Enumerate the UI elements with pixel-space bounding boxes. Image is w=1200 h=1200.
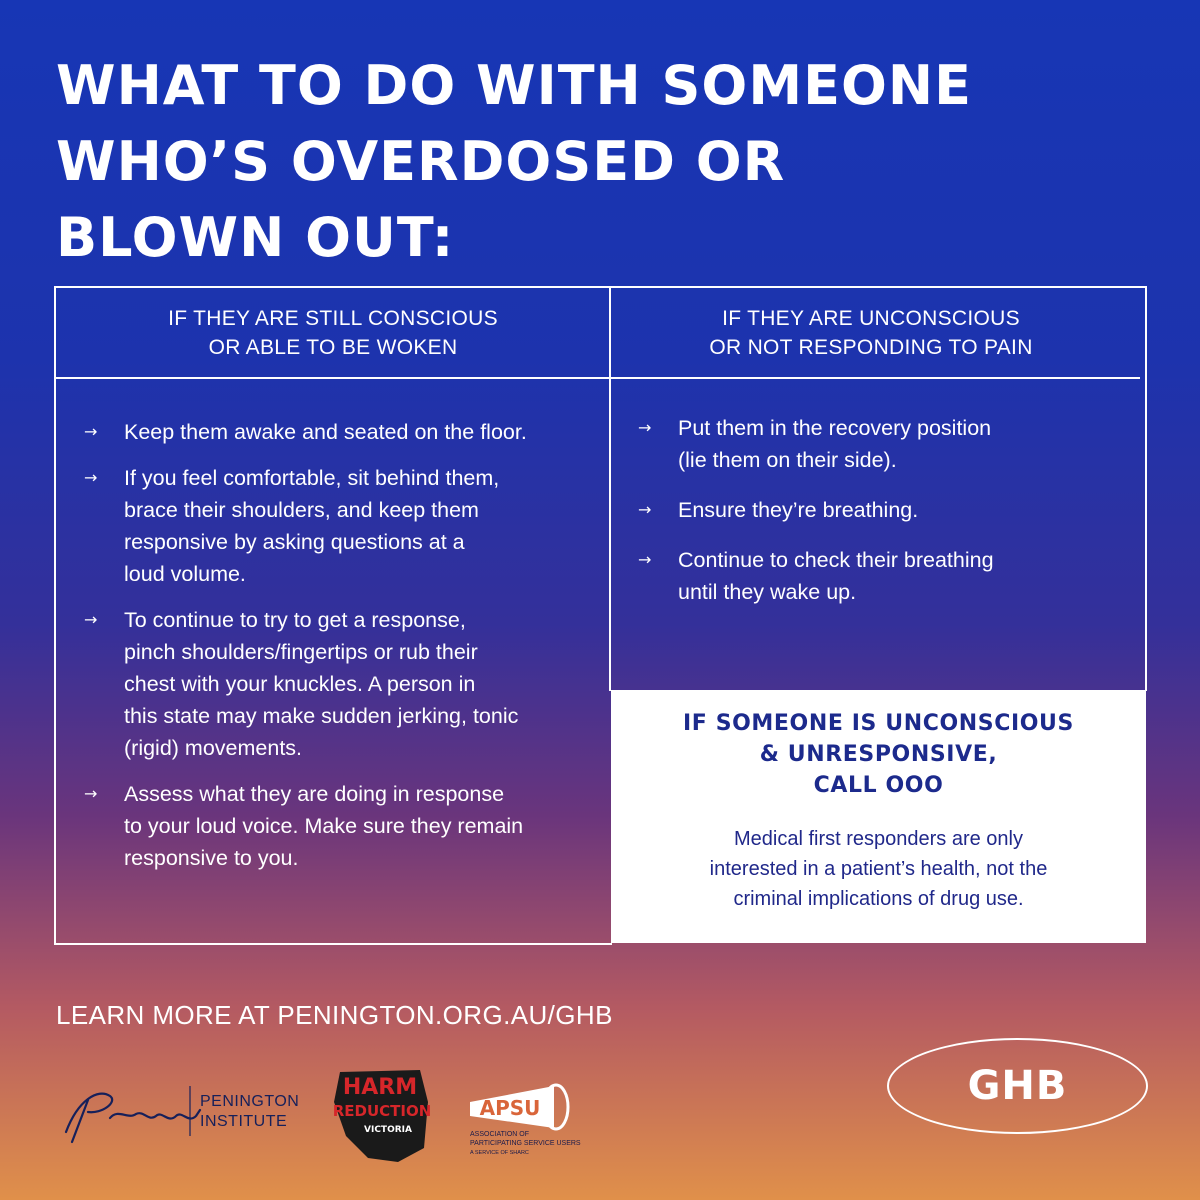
callout-title — [611, 708, 1146, 801]
header-line: OR NOT RESPONDING TO PAIN — [709, 336, 1033, 359]
item-line: responsive by asking questions at a — [124, 530, 465, 554]
svg-text:VICTORIA: VICTORIA — [364, 1125, 412, 1135]
apsu-logo — [462, 1076, 582, 1160]
item-line: (lie them on their side). — [678, 448, 897, 472]
headline — [56, 48, 1156, 276]
arrow-right-icon: → — [84, 468, 98, 487]
list-item — [638, 412, 994, 476]
arrow-right-icon: → — [638, 550, 652, 569]
item-line: Ensure they’re breathing. — [678, 498, 919, 522]
svg-text:A SERVICE OF SHARC: A SERVICE OF SHARC — [470, 1150, 529, 1156]
item-line: brace their shoulders, and keep them — [124, 498, 479, 522]
item-line: Continue to check their breathing — [678, 548, 994, 572]
list-item — [84, 416, 527, 448]
svg-text:ASSOCIATION OF: ASSOCIATION OF — [470, 1131, 529, 1138]
item-line: Keep them awake and seated on the floor. — [124, 420, 527, 444]
conscious-steps-list — [84, 416, 527, 874]
callout-title-line: & UNRESPONSIVE, — [759, 742, 998, 767]
headline-line: BLOWN OUT: — [56, 206, 455, 269]
callout-title-line: CALL OOO — [813, 773, 944, 798]
table-border-left — [54, 286, 56, 945]
item-line: Put them in the recovery position — [678, 416, 992, 440]
arrow-right-icon: → — [638, 418, 652, 437]
right-column-header — [594, 304, 1148, 362]
item-line: loud volume. — [124, 562, 246, 586]
headline-line: WHAT TO DO WITH SOMEONE — [56, 54, 972, 117]
callout-body-line: Medical first responders are only — [733, 828, 1023, 850]
table-header-divider — [54, 377, 1140, 379]
table-border-top — [54, 286, 1147, 288]
item-line: To continue to try to get a response, — [124, 608, 466, 632]
callout-title-line: IF SOMEONE IS UNCONSCIOUS — [683, 711, 1074, 736]
svg-text:INSTITUTE: INSTITUTE — [200, 1113, 288, 1130]
item-line: responsive to you. — [124, 846, 299, 870]
arrow-right-icon: → — [84, 784, 98, 803]
list-item — [638, 544, 994, 608]
header-line: OR ABLE TO BE WOKEN — [208, 336, 458, 359]
left-column-header — [56, 304, 610, 362]
list-item — [84, 462, 527, 590]
headline-line: WHO’S OVERDOSED OR — [56, 130, 786, 193]
header-line: IF THEY ARE UNCONSCIOUS — [722, 307, 1020, 330]
callout-body — [611, 824, 1146, 914]
svg-text:APSU: APSU — [479, 1096, 541, 1120]
arrow-right-icon: → — [84, 610, 98, 629]
arrow-right-icon: → — [84, 422, 98, 441]
item-line: until they wake up. — [678, 580, 857, 604]
header-line: IF THEY ARE STILL CONSCIOUS — [168, 307, 498, 330]
svg-text:PARTICIPATING SERVICE USERS: PARTICIPATING SERVICE USERS — [470, 1140, 581, 1147]
penington-institute-logo — [58, 1070, 308, 1150]
item-line: to your loud voice. Make sure they remain — [124, 814, 524, 838]
ghb-badge: GHB — [887, 1038, 1148, 1134]
svg-text:PENINGTON: PENINGTON — [200, 1093, 300, 1110]
item-line: this state may make sudden jerking, tonic — [124, 704, 519, 728]
emergency-callout — [611, 690, 1146, 943]
arrow-right-icon: → — [638, 500, 652, 519]
list-item — [638, 494, 994, 526]
item-line: If you feel comfortable, sit behind them, — [124, 466, 500, 490]
item-line: (rigid) movements. — [124, 736, 303, 760]
table-border-bottom — [54, 943, 612, 945]
svg-text:HARM: HARM — [342, 1075, 418, 1100]
harm-reduction-victoria-logo — [328, 1062, 438, 1170]
callout-body-line: criminal implications of drug use. — [733, 888, 1024, 910]
unconscious-steps-list — [638, 412, 994, 608]
item-line: chest with your knuckles. A person in — [124, 672, 476, 696]
item-line: Assess what they are doing in response — [124, 782, 505, 806]
learn-more-link[interactable]: LEARN MORE AT PENINGTON.ORG.AU/GHB — [56, 1000, 613, 1030]
list-item — [84, 604, 527, 764]
callout-body-line: interested in a patient’s health, not the — [709, 858, 1048, 880]
svg-text:REDUCTION: REDUCTION — [332, 1102, 432, 1120]
list-item — [84, 778, 527, 874]
item-line: pinch shoulders/fingertips or rub their — [124, 640, 478, 664]
